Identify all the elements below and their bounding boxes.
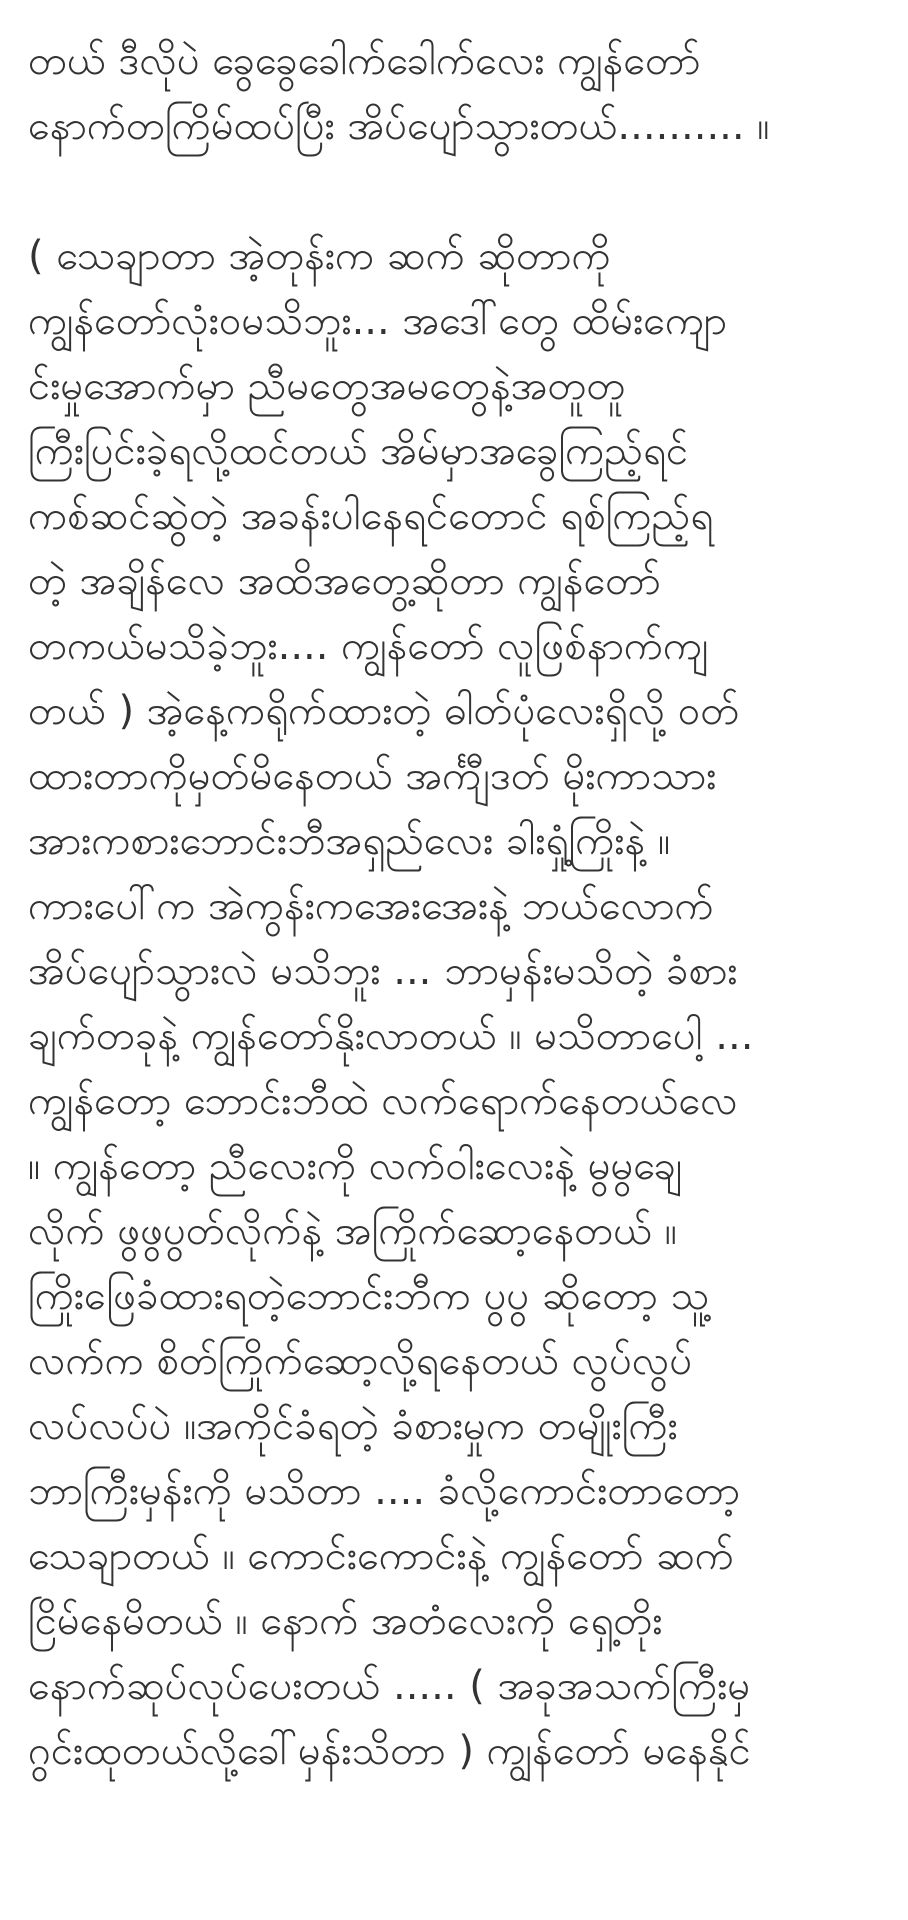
text-line: ဘာကြီးမှန်းကို မသိတာ .... ခံလို့ကောင်းတာတော့ — [28, 1468, 740, 1514]
text-line: နောက်ဆုပ်လုပ်ပေးတယ် ..... ( အခုအသက်ကြီးမှ — [28, 1663, 751, 1709]
text-line: သေချာတယ် ။ ကောင်းကောင်းနဲ့ ကျွန်တော် ဆက် — [28, 1533, 734, 1579]
text-line: လိုက် ဖွဖွပွတ်လိုက်နဲ့ အကြိုက်ဆော့နေတယ် ။ — [28, 1208, 677, 1254]
text-line: အိပ်ပျော်သွားလဲ မသိဘူး ... ဘာမှန်းမသိတဲ့ ခံစား — [28, 948, 738, 994]
text-line: င်းမှုအောက်မှာ ညီမတွေအမတွေနဲ့အတူတူ — [28, 363, 626, 409]
text-line: ကားပေါ်က အဲကွန်းကအေးအေးနဲ့ ဘယ်လောက် — [28, 883, 714, 929]
text-line: နောက်တကြိမ်ထပ်ပြီး အိပ်ပျော်သွားတယ်.......... ။ — [28, 103, 770, 149]
text-line: အားကစားဘောင်းဘီအရှည်လေး ခါးရှုံ့ကြိုးနဲ့ ။ — [28, 818, 671, 864]
text-line: ( သေချာတာ အဲ့တုန်းက ဆက် ဆိုတာကို — [28, 233, 611, 279]
article-body — [28, 0, 900, 1784]
text-line: ကြီးပြင်းခဲ့ရလို့ထင်တယ် အိမ်မှာအခွေကြည့်ရင် — [28, 428, 689, 474]
text-line: တယ် ဒီလိုပဲ ခွေခွေခေါက်ခေါက်လေး ကျွန်တော် — [28, 38, 701, 84]
text-line: လက်က စိတ်ကြိုက်ဆော့လို့ရနေတယ် လွပ်လွပ် — [28, 1338, 693, 1384]
text-line: ချက်တခုနဲ့ ကျွန်တော်နိုးလာတယ် ။ မသိတာပေါ့ ... — [28, 1013, 754, 1059]
text-line: ကျွန်တော့ ဘောင်းဘီထဲ လက်ရောက်နေတယ်လေ — [28, 1078, 738, 1124]
text-line: ဂွင်းထုတယ်လို့ခေါ်မှန်းသိတာ ) ကျွန်တော် မနေနိုင် — [28, 1728, 751, 1774]
text-line: ကြိုးဖြေခံထားရတဲ့ဘောင်းဘီက ပွပွ ဆိုတော့ သူ့ — [28, 1273, 710, 1319]
text-line: တယ် ) အဲ့နေ့ကရိုက်ထားတဲ့ ဓါတ်ပုံလေးရှိလို့ ဝတ် — [28, 688, 740, 734]
text-line: တကယ်မသိခဲ့ဘူး.... ကျွန်တော် လူဖြစ်နာက်ကျ — [28, 623, 709, 669]
text-line: ထားတာကိုမှတ်မိနေတယ် အင်္ကျီဒတ် မိုးကာသား — [28, 753, 717, 799]
text-line: တဲ့ အချိန်လေ အထိအတွေ့ဆိုတာ ကျွန်တော် — [28, 558, 661, 604]
text-line: လပ်လပ်ပဲ ။အကိုင်ခံရတဲ့ ခံစားမှုက တမျိုးကြီး — [28, 1403, 678, 1449]
text-line: ကျွန်တော်လုံးဝမသိဘူး... အဒေါ်တွေ ထိမ်းကျော — [28, 298, 727, 344]
text-line: ငြိမ်နေမိတယ် ။ နောက် အတံလေးကို ရှေ့တိုး — [28, 1598, 663, 1644]
text-line: ။ ကျွန်တော့ ညီလေးကို လက်ဝါးလေးနဲ့ မွမွချေ — [28, 1143, 683, 1189]
text-line: ကစ်ဆင်ဆွဲတဲ့ အခန်းပါနေရင်တောင် ရစ်ကြည့်ရ — [28, 493, 714, 539]
paragraph-gap — [28, 159, 900, 224]
text-line — [28, 0, 900, 29]
